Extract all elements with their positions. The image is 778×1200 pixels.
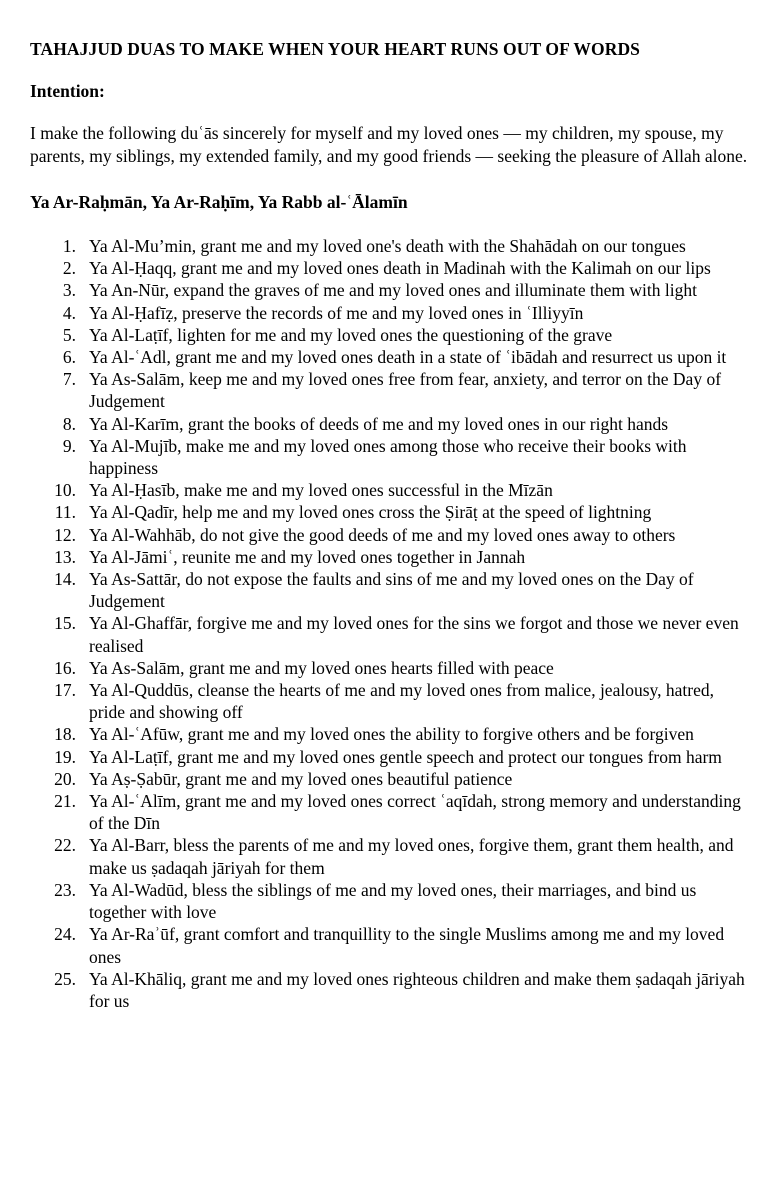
dua-list-item — [30, 235, 752, 257]
dua-number: 7. — [62, 369, 76, 390]
dua-number: 6. — [62, 347, 76, 368]
dua-number: 5. — [62, 324, 76, 345]
dua-list-item — [30, 768, 752, 790]
dua-text: Ya Al-Karīm, grant the books of deeds of me and my loved ones in our right hands — [89, 413, 669, 434]
dua-list-item — [30, 413, 752, 435]
dua-text: Ya As-Salām, keep me and my loved ones free from fear, anxiety, and terror on the Day of Judgement — [89, 369, 722, 412]
dua-text: Ya Al-Quddūs, cleanse the hearts of me and my loved ones from malice, jealousy, hatred, pride and showing off — [89, 680, 714, 723]
dua-list-item — [30, 968, 752, 1012]
dua-text: Ya Al-Mu’min, grant me and my loved one's death with the Shahādah on our tongues — [89, 236, 686, 256]
dua-text: Ya Al-Khāliq, grant me and my loved ones righteous children and make them ṣadaqah jāriyah for us — [89, 968, 745, 1011]
dua-text: Ya As-Salām, grant me and my loved ones hearts filled with peace — [89, 657, 554, 678]
dua-text: Ya Al-Ḥafīẓ, preserve the records of me and my loved ones in ʿIlliyyīn — [89, 302, 584, 323]
intention-heading: Intention: — [30, 81, 105, 101]
dua-number: 3. — [62, 280, 76, 301]
dua-list-item — [30, 923, 752, 967]
dua-text: Ya Al-Laṭīf, lighten for me and my loved ones the questioning of the grave — [89, 324, 613, 345]
dua-list-item — [30, 746, 752, 768]
document-title: TAHAJJUD DUAS TO MAKE WHEN YOUR HEART RUNS OUT OF WORDS — [30, 39, 641, 59]
dua-number: 24. — [54, 924, 76, 945]
dua-text: Ya Al-Barr, bless the parents of me and my loved ones, forgive them, grant them health, and make us ṣadaqah jāriyah for them — [89, 835, 734, 878]
dua-list-item — [30, 879, 752, 923]
dua-number: 17. — [54, 680, 76, 701]
dua-list-item — [30, 790, 752, 834]
dua-list-item — [30, 546, 752, 568]
dua-text: Ya Al-ʿAlīm, grant me and my loved ones correct ʿaqīdah, strong memory and understanding of the Dīn — [89, 791, 741, 834]
dua-text: Ya Al-Jāmiʿ, reunite me and my loved ones together in Jannah — [89, 546, 526, 567]
dua-number: 16. — [54, 657, 76, 678]
dua-text: Ya Al-Ḥaqq, grant me and my loved ones death in Madinah with the Kalimah on our lips — [89, 258, 711, 279]
dua-list-item — [30, 324, 752, 346]
dua-list-item — [30, 834, 752, 878]
dua-number: 22. — [54, 835, 76, 856]
dua-number: 12. — [54, 524, 76, 545]
dua-text: Ya Al-Ghaffār, forgive me and my loved ones for the sins we forgot and those we never even realised — [89, 613, 739, 656]
dua-text: Ya Al-ʿAdl, grant me and my loved ones death in a state of ʿibādah and resurrect us upon it — [89, 347, 727, 368]
dua-list-item — [30, 257, 752, 279]
dua-number: 4. — [62, 302, 76, 323]
dua-list-item — [30, 479, 752, 501]
dua-text: Ya Ar-Raʾūf, grant comfort and tranquillity to the single Muslims among me and my loved ones — [89, 924, 725, 967]
dua-text: Ya Al-Wadūd, bless the siblings of me and my loved ones, their marriages, and bind us together with love — [89, 879, 697, 923]
dua-text: Ya Al-Qadīr, help me and my loved ones cross the Ṣirāṭ at the speed of lightning — [89, 502, 652, 523]
dua-list-item — [30, 524, 752, 546]
dua-text: Ya Aṣ-Ṣabūr, grant me and my loved ones beautiful patience — [89, 768, 513, 789]
dua-number: 20. — [54, 768, 76, 789]
dua-number: 10. — [54, 480, 76, 501]
dua-list-item — [30, 368, 752, 412]
dua-list-item — [30, 723, 752, 745]
dua-text: Ya Al-Ḥasīb, make me and my loved ones successful in the Mīzān — [89, 480, 553, 501]
dua-list-item — [30, 501, 752, 523]
dua-text: Ya Al-ʿAfūw, grant me and my loved ones the ability to forgive others and be forgiven — [89, 724, 694, 745]
dua-number: 19. — [54, 746, 76, 767]
divine-names-heading: Ya Ar-Raḥmān, Ya Ar-Raḥīm, Ya Rabb al-ʿĀlamīn — [30, 192, 408, 212]
dua-list — [30, 235, 752, 1012]
dua-text: Ya Al-Wahhāb, do not give the good deeds of me and my loved ones away to others — [89, 524, 676, 545]
dua-list-item — [30, 568, 752, 612]
dua-number: 18. — [54, 724, 76, 745]
dua-number: 8. — [62, 413, 76, 434]
dua-text: Ya As-Sattār, do not expose the faults and sins of me and my loved ones on the Day of Judgement — [89, 569, 694, 612]
dua-list-item — [30, 435, 752, 479]
dua-number: 23. — [54, 879, 76, 900]
dua-list-item — [30, 612, 752, 656]
dua-list-item — [30, 346, 752, 368]
dua-list-item — [30, 657, 752, 679]
dua-number: 13. — [54, 546, 76, 567]
dua-list-item — [30, 302, 752, 324]
dua-number: 1. — [62, 236, 76, 256]
dua-number: 21. — [54, 791, 76, 812]
dua-number: 14. — [54, 569, 76, 590]
dua-text: Ya Al-Laṭīf, grant me and my loved ones gentle speech and protect our tongues from harm — [89, 746, 722, 767]
dua-number: 11. — [54, 502, 76, 523]
dua-number: 25. — [54, 968, 76, 989]
dua-number: 9. — [62, 435, 76, 456]
dua-number: 2. — [62, 258, 76, 279]
dua-number: 15. — [54, 613, 76, 634]
dua-text: Ya Al-Mujīb, make me and my loved ones among those who receive their books with happiness — [89, 435, 687, 479]
dua-list-item — [30, 279, 752, 301]
intention-paragraph: I make the following duʿās sincerely for myself and my loved ones — my children, my spouse, my parents, my siblings, my extended family, and my good friends — seeking the pleasure of Allah alone. — [30, 123, 748, 166]
dua-text: Ya An-Nūr, expand the graves of me and my loved ones and illuminate them with light — [89, 280, 697, 301]
dua-list-item — [30, 679, 752, 723]
